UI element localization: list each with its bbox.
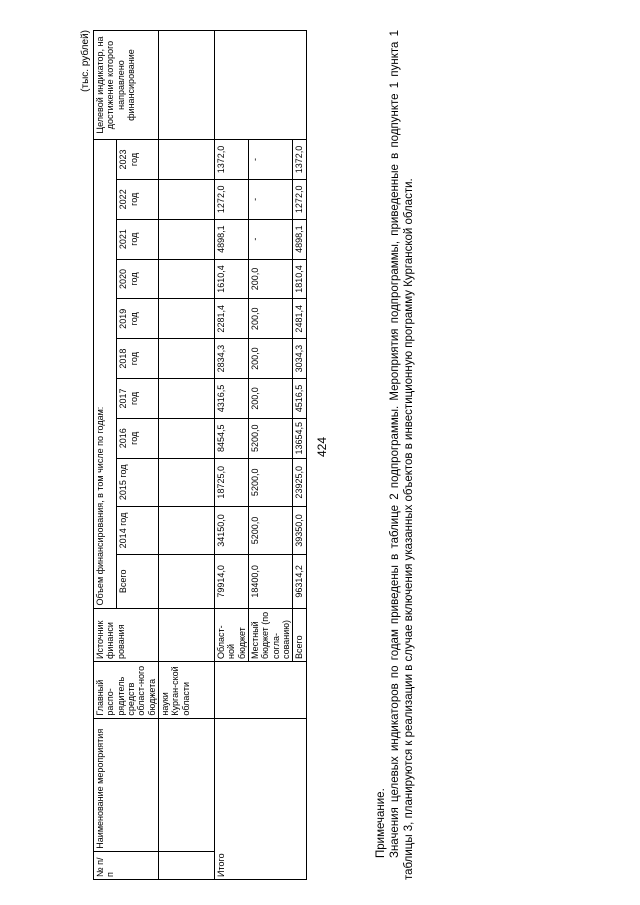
row-source: Местный бюджет (по согла-сованию) [249,608,293,661]
row-year-value: 1810,4 [293,259,306,299]
row-year-value: - [249,219,293,259]
row-year-value: 1372,0 [293,140,306,180]
row-year-value: 1372,0 [215,140,249,180]
row-year-value: 2481,4 [293,299,306,339]
header-row-1 [94,31,117,880]
cell [159,718,215,851]
cell [159,339,215,379]
note-text: Значения целевых индикаторов по годам приведены в таблице 2 подпрограммы. Мероприятия подпрограммы, приведенные в подпункте 1 пункта 1 таблицы 3, планируются к реализации в случае включения указанных объектов в инвестиционную программу Курганской области. [389,30,415,880]
row-source: Всего [293,608,306,661]
cell [159,608,215,661]
header-year: 2021 год [117,219,159,259]
note [374,30,416,880]
cell [159,179,215,219]
row-year-value: 13654,5 [293,418,306,458]
row-year-value: 23925,0 [293,458,306,506]
row-year-value: 1272,0 [293,179,306,219]
row-year-value: 1272,0 [215,179,249,219]
header-year: 2023 год [117,140,159,180]
header-indicator: Целевой индикатор, на достижение которого направлено финансирование [94,31,159,140]
itogo-label: Итого [215,718,307,879]
cell [159,506,215,554]
continuation-manager: науки Курган-ской области [159,662,215,719]
row-year-value: 200,0 [249,299,293,339]
row-year-value: 39350,0 [293,506,306,554]
row-year-value: 5200,0 [249,506,293,554]
row-year-value: 2834,3 [215,339,249,379]
header-name: Наименование мероприятия [94,718,159,851]
row-year-value: 4898,1 [215,219,249,259]
row-year-value: 8454,5 [215,418,249,458]
header-volume: Объем финансирования, в том числе по годам: [94,140,117,608]
cell [215,31,307,140]
page-number: 424 [315,436,330,458]
rotated-page-content [80,30,415,880]
table-row [215,31,249,880]
row-year-value: 1610,4 [215,259,249,299]
cell [159,418,215,458]
cell [159,31,215,140]
row-year-value: - [249,179,293,219]
cell [159,259,215,299]
cell [159,140,215,180]
cell [215,662,307,719]
financing-table [93,30,307,880]
cell [159,219,215,259]
row-year-value: - [249,140,293,180]
header-year: 2022 год [117,179,159,219]
header-year: 2017 год [117,379,159,419]
row-year-value: 200,0 [249,259,293,299]
row-year-value: 4516,5 [293,379,306,419]
continuation-row [159,31,215,880]
row-year-value: 34150,0 [215,506,249,554]
cell [159,555,215,608]
row-total: 79914,0 [215,555,249,608]
cell [159,851,215,879]
cell [159,299,215,339]
header-year: 2018 год [117,339,159,379]
header-total: Всего [117,555,159,608]
row-total: 96314,2 [293,555,306,608]
row-year-value: 4898,1 [293,219,306,259]
row-year-value: 5200,0 [249,458,293,506]
header-num: № п/п [94,851,159,879]
header-year: 2019 год [117,299,159,339]
row-year-value: 2281,4 [215,299,249,339]
header-year: 2020 год [117,259,159,299]
row-year-value: 5200,0 [249,418,293,458]
row-year-value: 4316,5 [215,379,249,419]
note-title: Примечание. [375,788,387,858]
cell [159,379,215,419]
row-total: 18400,0 [249,555,293,608]
cell [159,458,215,506]
unit-note: (тыс. рублей) [80,30,91,92]
header-source: Источник финанси рования [94,608,159,661]
row-year-value: 18725,0 [215,458,249,506]
row-source: Област-ной бюджет [215,608,249,661]
row-year-value: 200,0 [249,379,293,419]
header-year: 2015 год [117,458,159,506]
header-manager: Главный распо-рядитель средств област-ного бюджета [94,662,159,719]
header-year: 2014 год [117,506,159,554]
header-year: 2016 год [117,418,159,458]
row-year-value: 200,0 [249,339,293,379]
row-year-value: 3034,3 [293,339,306,379]
